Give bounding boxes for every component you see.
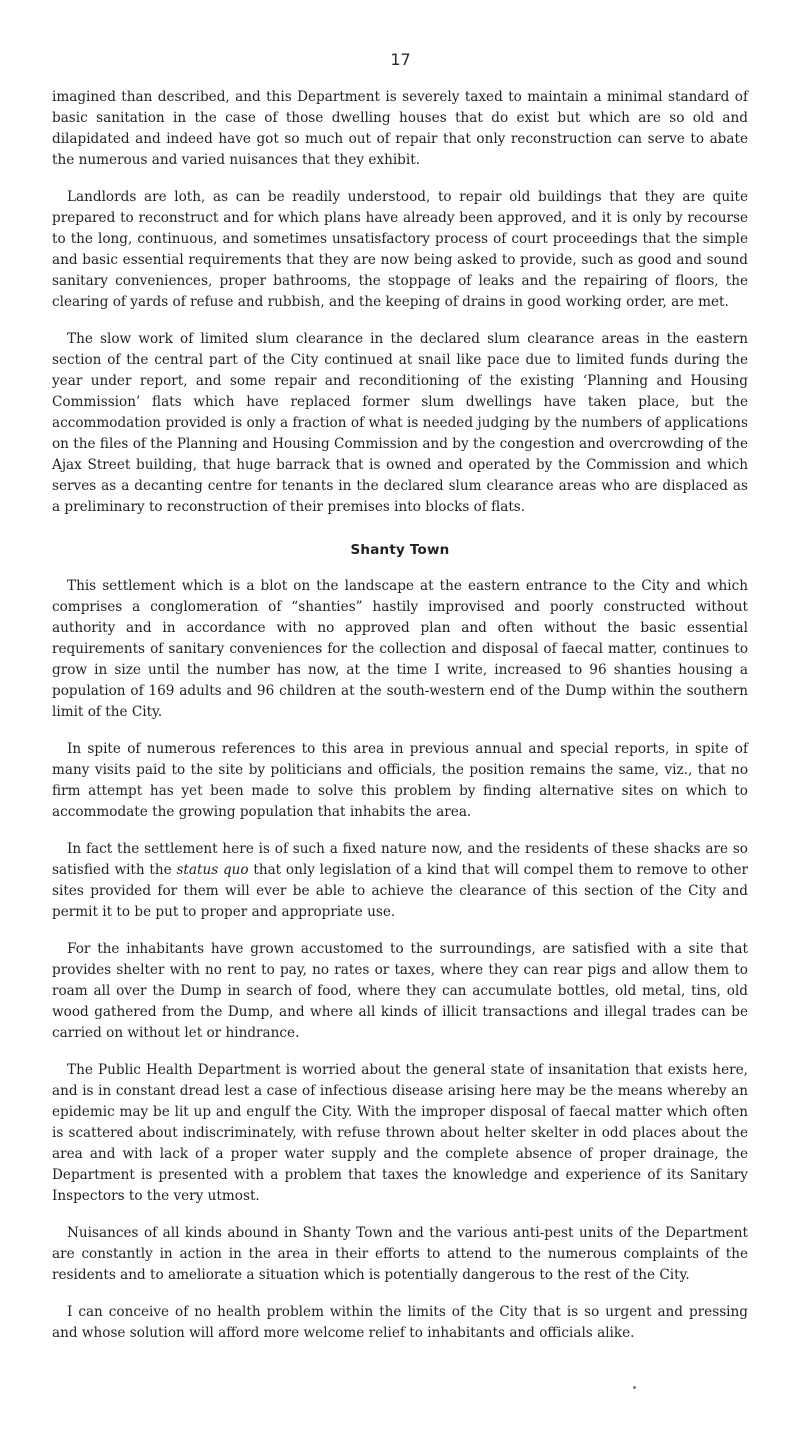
paragraph-continued: imagined than described, and this Department is severely taxed to maintain a minimal standard of basic sanitation in the case of those dwelling houses that do exist but which are so old and dilapidated and indeed have got so much out of repair that only reconstruction can serve to abate the numerous and varied nuisances that they exhibit.	[52, 89, 748, 168]
paragraph-landlords: Landlords are loth, as can be readily understood, to repair old buildings that they are quite prepared to reconstruct and for which plans have already been approved, and it is only by recourse to the long, continuous, and sometimes unsatisfactory process of court proceedings that the simple and basic essential requirements that they are now being asked to provide, such as good and sound sanitary conveniences, proper bathrooms, the stoppage of leaks and the repairing of floors, the clearing of yards of refuse and rubbish, and the keeping of drains in good working order, are met.	[52, 189, 748, 310]
status-quo-italic: status quo	[176, 862, 249, 878]
paragraph-previous-reports: In spite of numerous references to this area in previous annual and special reports, in spite of many visits paid to the site by politicians and officials, the position remains the same, viz., that no firm attempt has yet been made to solve this problem by finding alternative sites on which to accommodate the growing population that inhabits the area.	[52, 741, 748, 820]
paragraph-fixed-nature-end: that only legislation of a kind that will compel them to remove to other sites provided for them will ever be able to achieve the clearance of this section of the City and permit it to be put to proper and appropriate use.	[52, 862, 748, 920]
paragraph-inhabitants: For the inhabitants have grown accustomed to the surroundings, are satisfied with a site that provides shelter with no rent to pay, no rates or taxes, where they can rear pigs and allow them to roam all over the Dump in search of food, where they can accumulate bottles, old metal, tins, old wood gathered from the Dump, and where all kinds of illicit transactions and illegal trades can be carried on without let or hindrance.	[52, 941, 748, 1041]
paragraph-shanty-settlement: This settlement which is a blot on the landscape at the eastern entrance to the City and which comprises a conglomeration of “shanties” hastily improvised and poorly constructed without authority and in accordance with no approved plan and often without the basic essential requirements of sanitary conveniences for the collection and disposal of faecal matter, continues to grow in size until the number has now, at the time I write, increased to 96 shanties housing a population of 169 adults and 96 children at the south-western end of the Dump within the southern limit of the City.	[52, 578, 748, 720]
page-number: 17	[390, 50, 411, 69]
section-heading: Shanty Town	[350, 542, 450, 558]
paragraph-nuisances: Nuisances of all kinds abound in Shanty Town and the various anti-pest units of the Department are constantly in action in the area in their efforts to attend to the numerous complaints of the residents and to ameliorate a situation which is potentially dangerous to the rest of the City.	[52, 1225, 748, 1283]
paragraph-public-health: The Public Health Department is worried about the general state of insanitation that exists here, and is in constant dread lest a case of infectious disease arising here may be the means whereby an epidemic may be lit up and engulf the City. With the improper disposal of faecal matter which often is scattered about indiscriminately, with refuse thrown about helter skelter in odd places about the area and with lack of a proper water supply and the complete absence of proper drainage, the Department is presented with a problem that taxes the knowledge and experience of its Sanitary Inspectors to the very utmost.	[52, 1062, 748, 1204]
paragraph-fixed-nature	[52, 839, 748, 923]
document-body	[52, 87, 748, 1360]
paragraph-slum-clearance: The slow work of limited slum clearance in the declared slum clearance areas in the eastern section of the central part of the City continued at snail like pace due to limited funds during the year under report, and some repair and reconditioning of the existing ‘Planning and Housing Commission’ flats which have replaced former slum dwellings have taken place, but the accommodation provided is only a fraction of what is needed judging by the numbers of applications on the files of the Planning and Housing Commission and by the congestion and overcrowding of the Ajax Street building, that huge barrack that is owned and operated by the Commission and which serves as a decanting centre for tenants in the declared slum clearance areas who are displaced as a preliminary to reconstruction of their premises into blocks of flats.	[52, 331, 748, 515]
stray-mark	[633, 1386, 636, 1389]
paragraph-conclusion: I can conceive of no health problem within the limits of the City that is so urgent and pressing and whose solution will afford more welcome relief to inhabitants and officials alike.	[52, 1304, 748, 1341]
paragraph-fixed-nature-start: In fact the settlement here is of such a fixed nature now, and the residents of these shacks are so satisfied with the	[52, 841, 748, 878]
